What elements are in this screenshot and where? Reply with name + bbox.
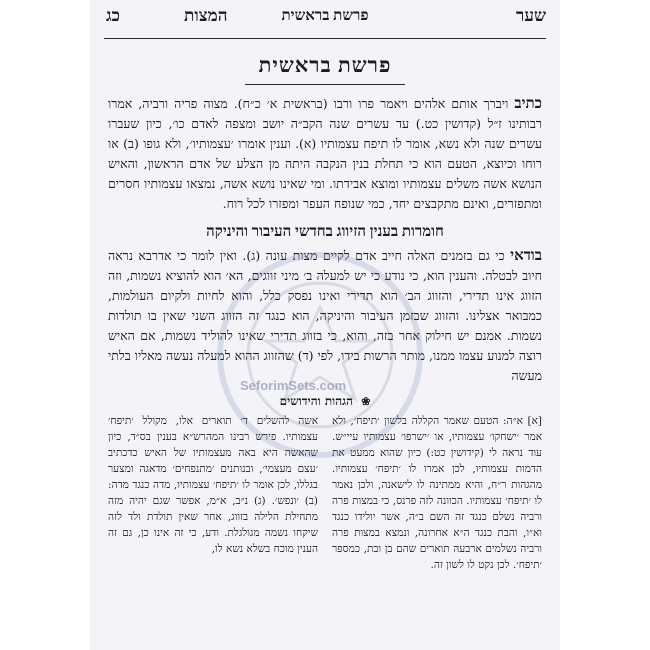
notes-columns [108, 413, 542, 573]
running-header [104, 0, 546, 39]
notes-column-right: [א] א״ה: הטעם שאמר הקללה בלשון ׳תיפח׳, ולא אמר ׳ישחקו׳ עצמותיו, או ׳ישרפו׳ עצמותיו עיי״ש. עוד נראה לי (קידושין כט:) כיון שהוא ממעט את הדמות עצמותיו, לכן אמרו לו ׳תיפח׳ עצמותיו. מהגהות ר״ח, והיא ממתינה לו לישאנה, ולכן נאמר לו ׳תיפח׳ עצמותיו. הכוונה לזה פרנס, כי במצות פרה ורביה נשלם כנגד זה השם ב״ה, אשר יולידו כנגד וא״ו, והבת כנגד ה״א אחרונה, ונמצא במצות פרה ורביה נשלמים ארבעה תוארים שהם בן ובת, כמספר ׳תיפח׳. לכן נקט לו לשון זה. [332, 415, 542, 571]
intro-paragraph [108, 93, 542, 214]
header-parsha: פרשת בראשית [281, 8, 369, 24]
section-lead-word: בודאי [510, 246, 542, 264]
notes-heading [108, 394, 542, 409]
page-number: כג [106, 6, 120, 25]
flower-ornament-icon: ❀ [361, 395, 371, 408]
section-text: כי גם בזמנים האלה חייב אדם לקיים מצות עונה (ג). ואין לומר כי אדרבא נראה חיוב לבטלה. והענין הוא, כי נודע כי יש למעלה ב׳ מיני זווגים, הא׳ הוא להוציא נשמות, וזה הזווג אינו תדירי, והזווג הב׳ הוא תדירי ואינו נפסק כלל, והוא לחיות ולקיום העולמות, כמבואר אצלינו. והזווג שבזמן העיבור והיניקה, הוא כנגד זה הזווג השני שאין בו תולדות נשמות. אמנם יש חילוק אחר בזה, והוא, כי בזווג תדירי שאינו להוליד נשמות, אם האיש רוצה למנוע עצמו ממנו, מותר הרשות בידו, לפי (ד) שהזווג ההוא למעלה נעשה מאליו בלתי מעשה [108, 248, 542, 383]
parsha-title: פרשת בראשית [258, 53, 392, 77]
intro-lead-word: כתיב [514, 94, 542, 112]
notes-heading-text: הגהות והידושים [279, 394, 354, 408]
site-watermark: SeforimSets.com [240, 378, 347, 393]
section-heading: חומרות בענין הזיווג בחדשי העיבור והיניקה [206, 224, 444, 240]
book-page [90, 0, 560, 650]
intro-text: ויברך אותם אלהים ויאמר פרו ורבו (בראשית א׳ כ״ח). מצוה פריה ורביה, אמרו רבותינו ז״ל (קדושין כט.) עד עשרים שנה הקב״ה יושב ומצפה לאדם כו׳, כיון שעברו עשרים שנה ולא נשא, אומר לו תיפח עצמותיו (א). וענין אומרו ׳עצמותיו׳, ולא גופו (ב) או רוחו וכיוצא, הטעם הוא כי תחלת בנין הנקבה היתה מן הצלע של אדם הראשון, והאיש הנושא אשה משלים עצמותיו ומוצא אבידתו. ומי שאינו נושא אשה, נמצאו עצמותיו חסרים ומתפזרים, ואינם מתקבצים יחד, כמי שנופח העפר ומפזרו לכל רוח. [108, 96, 542, 211]
notes-column-left: אשה להשלים ד׳ תוארים אלו, מקולל ׳תיפח׳ עצמותיו. פירש רבינו המהרש״א בענין בס״ד, כיון שהאשה היא באה מעצמותיו של האיש כדכתיב ׳עצם מעצמי׳, ובנותנים ׳מתנפחים׳ מדאגה ומצער בגללו, לכן אומר לו ׳תיפח׳ עצמותיו, מדה כנגד מדה: (ב) ׳ונפש׳. (ג) נ״ב, א״מ, אפשר שגם יהיה מזה מתחילת הלילה בזווג, אחר שאין תולדת ולד לזה שיקחו נשמה מגולגלת. ודע, כי זה אינו כן, גם זה הענין מוכח בשלא נשא לו, [108, 415, 318, 555]
section-paragraph [108, 245, 542, 386]
title-rule [245, 84, 405, 85]
header-right-title: שער [515, 6, 546, 25]
header-section: המצות [184, 6, 228, 25]
